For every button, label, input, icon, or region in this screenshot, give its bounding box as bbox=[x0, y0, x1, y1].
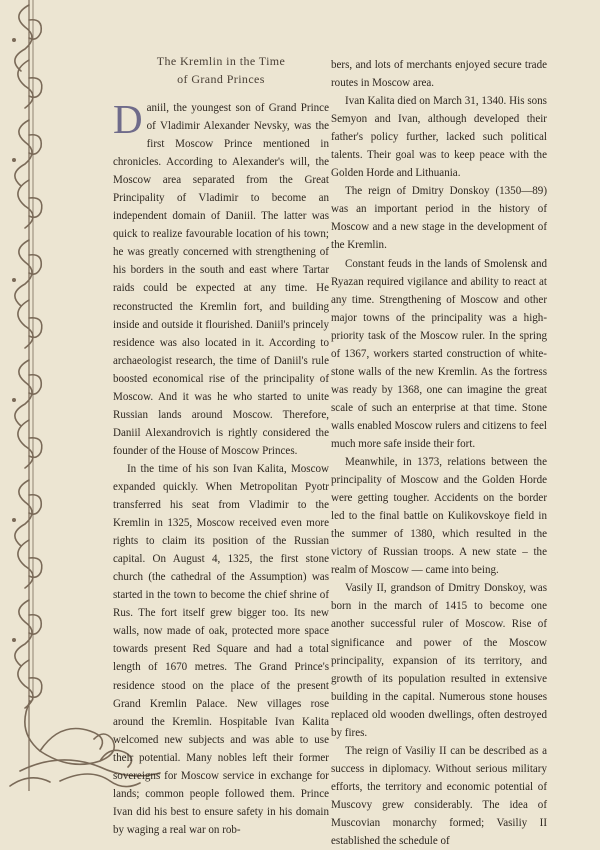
drop-cap-letter: D bbox=[113, 96, 143, 142]
paragraph: Meanwhile, in 1373, relations between the principality of Moscow and the Golden Horde were getting tougher. Accidents on the border led to the final battle on Kulikovskoye field in the summer of 1380, which resulted in the victory of Russian troops. A new state – the realm of Moscow — came into being. bbox=[331, 456, 547, 577]
section-heading bbox=[113, 52, 329, 88]
left-column bbox=[113, 52, 329, 839]
paragraph: bers, and lots of merchants enjoyed secure trade routes in Moscow area. bbox=[331, 59, 547, 90]
heading-line-1: The Kremlin in the Time bbox=[156, 54, 286, 68]
ornamental-border bbox=[0, 0, 92, 791]
right-column bbox=[331, 56, 547, 850]
paragraph: The reign of Dmitry Donskoy (1350—89) was an important period in the history of Moscow and a new stage in the development of the Kremlin. bbox=[331, 185, 547, 252]
paragraph: The reign of Vasiliy II can be described as a success in diplomacy. Without serious military efforts, the territory and economic potential of Muscovy grew considerably. The idea of Muscovian monarchy formed; Vasiliy II established the schedule of bbox=[331, 744, 547, 848]
paragraph: Ivan Kalita died on March 31, 1340. His sons Semyon and Ivan, although developed their father's policy further, lacked such political talents. Their goal was to keep peace with the Golden Horde and Lithuania. bbox=[331, 95, 547, 180]
paragraph: Daniil, the youngest son of Grand Prince of Vladimir Alexander Nevsky, was the first Moscow Prince mentioned in chronicles. According to Alexander's will, the Moscow area separated from the Great Principality of Vladimir to become an independent domain of Daniil. The latter was quick to realize favourable location of his town; he was greatly concerned with strengthening of his borders in the south and east where Tartar raids could be expected at any time. He reconstructed the Kremlin fort, and building inside and outside it flourished. Daniil's princely residence was also located in it. According to archaeologist research, the time of Daniil's rule boosted economical rise of the principality of Moscow. And it was he who started to unite Russian lands around Moscow. Therefore, Daniil Alexandrovich is rightly considered the founder of the House of Moscow Princes. bbox=[113, 96, 329, 457]
paragraph: Vasily II, grandson of Dmitry Donskoy, was born in the march of 1415 to become one another successful ruler of Moscow. Rise of significance and power of the Moscow principality, expansion of its territory, and growth of its population resulted in extensive building in the capital. Numerous stone houses replaced old wooden dwellings, often destroyed by fires. bbox=[331, 582, 547, 739]
paragraph: Constant feuds in the lands of Smolensk and Ryazan required vigilance and ability to react at any time. Strengthening of Moscow and other major towns of the principality was a high-priority task of the Moscow ruler. In the spring of 1367, workers started construction of white-stone walls of the new Kremlin. As the fortress was ready by 1368, one can imagine the great scale of such an enterprise at that time. Stone walls enabled Moscow rulers and citizens to feel much more safe inside their fort. bbox=[331, 257, 547, 450]
paragraph: In the time of his son Ivan Kalita, Moscow expanded quickly. When Metropolitan Pyotr transferred his seat from Vladimir to the Kremlin in 1325, Moscow received even more rights to claim its position of the Russian capital. On August 4, 1325, the first stone church (the cathedral of the Assumption) was started in the town to become the chief shrine of Rus. The fort itself grew bigger too. Its new walls, now made of oak, protected more space towards present Red Square and had a total length of 1670 metres. The Grand Prince's residence stood on the place of the present Grand Kremlin Palace. New villages rose around the Kremlin. Hospitable Ivan Kalita welcomed new subjects and was able to use their potential. Many nobles left their former sovereigns for Moscow service in exchange for lands; common people followed them. Prince Ivan did his best to ensure safety in his domain by waging a real war on rob- bbox=[113, 462, 329, 836]
scroll-ornament-chain bbox=[15, 5, 42, 708]
heading-line-2: of Grand Princes bbox=[177, 72, 265, 86]
